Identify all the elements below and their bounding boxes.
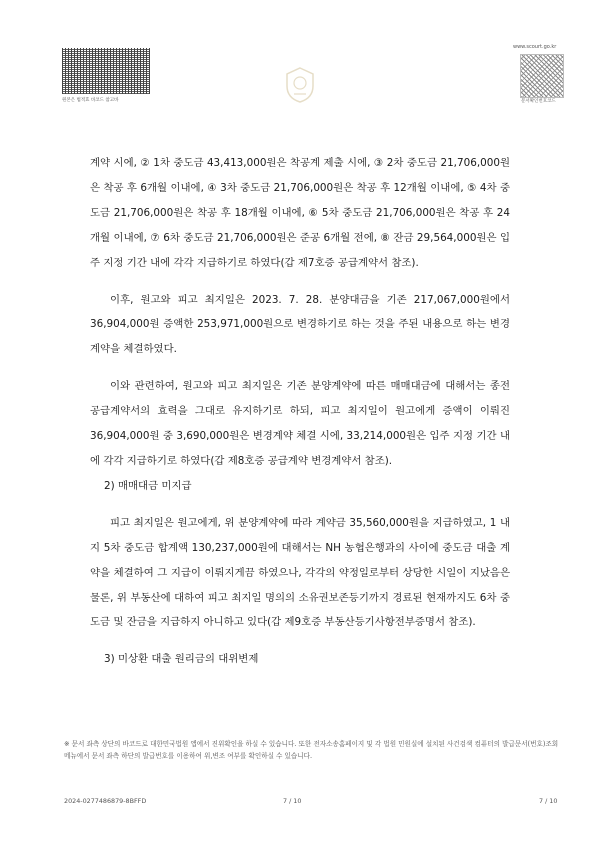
verification-note: ※ 문서 좌측 상단의 바코드로 대한민국법원 앱에서 진위확인을 하실 수 있습니다. 또한 전자소송홈페이지 및 각 법원 민원실에 설치된 사건검색 컴퓨터의 발급문서(번호)조회 메뉴에서 문서 좌측 하단의 발급번호를 이용하여 위,변조 여부를 확인하실 수 있습니다. (64, 740, 559, 760)
paragraph-change-contract: 이후, 원고와 피고 최지일은 2023. 7. 28. 분양대금을 기존 217,067,000원에서 36,904,000원 증액한 253,971,000원으로 변경하기로 하는 것을 주된 내용으로 하는 변경계약을 체결하였다. (90, 293, 510, 356)
issue-number: 2024-0277486879-8BFFD (64, 797, 147, 805)
page-number-right: 7 / 10 (539, 797, 558, 805)
section-heading-subrogation: 3) 미상환 대출 원리금의 대위변제 (104, 653, 259, 666)
page-number-center: 7 / 10 (283, 797, 302, 805)
qr-code (520, 54, 564, 98)
barcode-image (62, 48, 150, 94)
paragraph-related-terms: 이와 관련하여, 원고와 피고 최지일은 기존 분양계약에 따른 매매대금에 대해서는 종전 공급계약서의 효력을 그대로 유지하기로 하되, 피고 최지일이 원고에게 증액이 이뤄진 36,904,000원 중 3,690,000원은 변경계약 체결 시에, 33,214,000원은 입주 지정 기간 내에 각각 지급하기로 하였다(갑 제8호증 공급계약 변경계약서 참조). (90, 380, 510, 467)
document-body (90, 151, 510, 672)
section-heading-unpaid: 2) 매매대금 미지급 (104, 479, 192, 492)
qr-caption: 문서확인번호코드 (521, 99, 556, 104)
court-emblem-icon (283, 66, 317, 104)
paragraph-unpaid-details: 피고 최지일은 원고에게, 위 분양계약에 따라 계약금 35,560,000원을 지급하였고, 1 내지 5차 중도금 합계액 130,237,000원에 대해서는 NH 농협은행과의 사이에 중도금 대출 계약을 체결하여 그 지급이 이뤄지게끔 하였으나, 각각의 약정일로부터 상당한 시일이 지났음은 물론, 위 부동산에 대하여 피고 최지일 명의의 소유권보존등기까지 경료된 현재까지도 6차 중도금 및 잔금을 지급하지 아니하고 있다(갑 제9호증 부동산등기사항전부증명서 참조). (90, 516, 510, 629)
qr-url: www.scourt.go.kr (513, 44, 557, 50)
paragraph-contract-schedule: 계약 시에, ② 1차 중도금 43,413,000원은 착공계 제출 시에, ③ 2차 중도금 21,706,000원은 착공 후 6개월 이내에, ④ 3차 중도금 21,706,000원은 착공 후 12개월 이내에, ⑤ 4차 중도금 21,706,000원은 착공 후 18개월 이내에, ⑥ 5차 중도금 21,706,000원은 착공 후 24개월 이내에, ⑦ 6차 중도금 21,706,000원은 준공 6개월 전에, ⑧ 잔금 29,564,000원은 입주 지정 기간 내에 각각 지급하기로 하였다(갑 제7호증 공급계약서 참조). (90, 157, 510, 269)
barcode-caption: 원본은 법적효 바코드 참고바 (62, 98, 119, 103)
